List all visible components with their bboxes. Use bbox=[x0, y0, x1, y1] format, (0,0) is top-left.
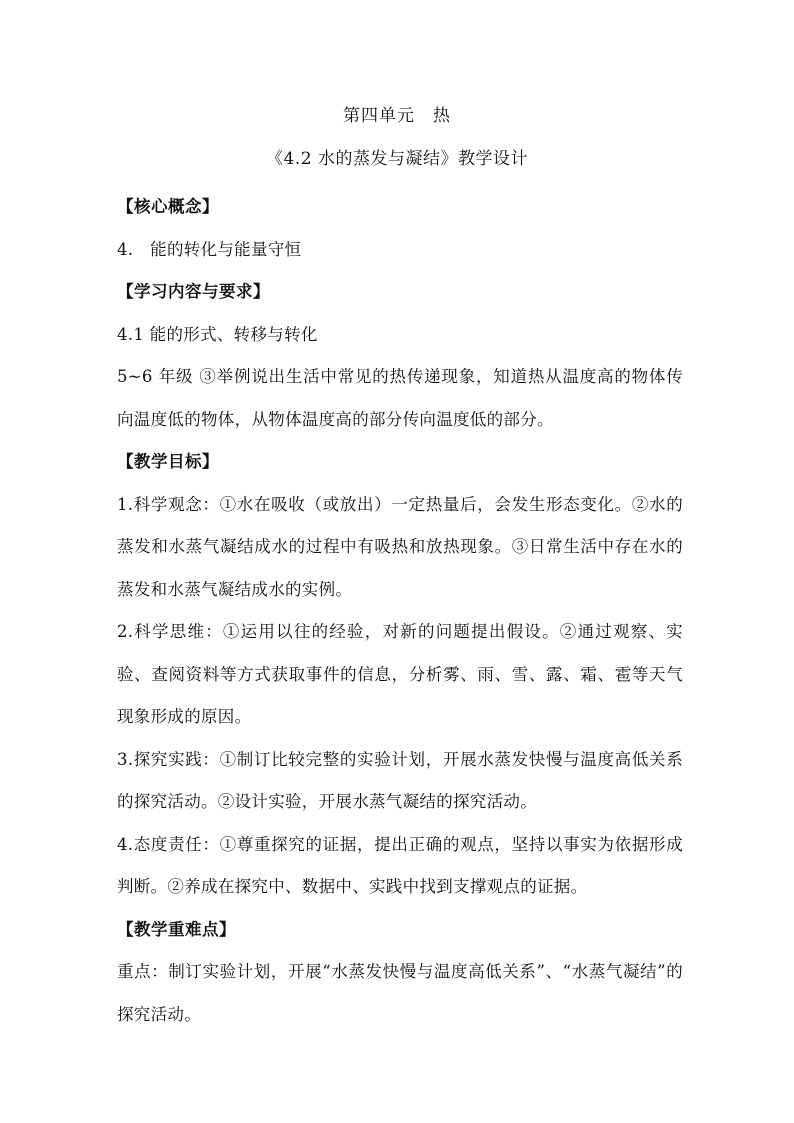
core-concept-heading: 【核心概念】 bbox=[117, 197, 219, 216]
teaching-goal-item: 1.科学观念：①水在吸收（或放出）一定热量后，会发生形态变化。②水的蒸发和水蒸气凝结成水的过程中有吸热和放热现象。③日常生活中存在水的蒸发和水蒸气凝结成水的实例。 bbox=[117, 494, 683, 599]
lesson-title: 《4.2 水的蒸发与凝结》教学设计 bbox=[266, 149, 528, 169]
document-body bbox=[117, 186, 683, 1036]
key-points-text: 重点：制订实验计划，开展“水蒸发快慢与温度高低关系”、“水蒸气凝结”的探究活动。 bbox=[117, 962, 683, 1024]
learning-content-sub: 4.1 能的形式、转移与转化 bbox=[117, 324, 318, 344]
core-concept-item: 4. 能的转化与能量守恒 bbox=[117, 239, 302, 259]
teaching-goal-item: 4.态度责任：①尊重探究的证据，提出正确的观点，坚持以事实为依据形成判断。②养成在探究中、数据中、实践中找到支撑观点的证据。 bbox=[117, 834, 683, 896]
learning-content-text: 5~6 年级 ③举例说出生活中常见的热传递现象，知道热从温度高的物体传向温度低的物体，从物体温度高的部分传向温度低的部分。 bbox=[117, 367, 683, 429]
teaching-goal-item: 3.探究实践：①制订比较完整的实验计划，开展水蒸发快慢与温度高低关系的探究活动。②设计实验，开展水蒸气凝结的探究活动。 bbox=[117, 749, 683, 811]
key-points-heading: 【教学重难点】 bbox=[117, 919, 236, 939]
learning-content-heading: 【学习内容与要求】 bbox=[117, 282, 270, 301]
unit-title: 第四单元 热 bbox=[343, 106, 451, 126]
teaching-goal-item: 2.科学思维：①运用以往的经验，对新的问题提出假设。②通过观察、实验、查阅资料等方式获取事件的信息，分析雾、雨、雪、露、霜、雹等天气现象形成的原因。 bbox=[117, 622, 683, 726]
teaching-goals-heading: 【教学目标】 bbox=[117, 452, 219, 471]
